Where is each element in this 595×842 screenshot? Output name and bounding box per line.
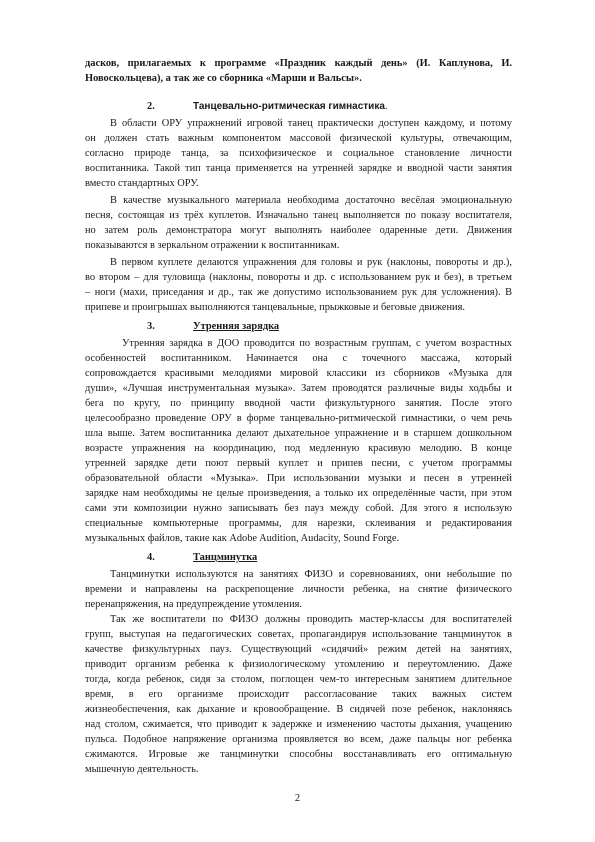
s4-p2-line-1: Так же воспитатели по ФИЗО должны проводить мастер-классы для воспитателей: [110, 614, 512, 625]
s3-p1-line-12: сами эти композиции нужно записывать без пауз между собой. Для этого я использую: [85, 503, 512, 514]
s2-p3-line-3: – ноги (махи, приседания и др., так же допустимо использованием рук для усложнения). В: [85, 287, 512, 298]
s2-p2-line-1: В качестве музыкального материала необходима достаточно весёлая эмоциональную: [110, 195, 512, 206]
s3-p1-line-5: бега по кругу, по принципу вводной части физкультурного занятия. После этого: [85, 398, 512, 409]
s3-p1-line-8: возрасте упражнения на координацию, под медленную красивую мелодию. В конце: [85, 443, 512, 454]
s2-p3-line-4: припеве и проигрышах выполняются танцевальные, прыжковые и беговые движения.: [85, 302, 465, 313]
section-3-heading: [147, 320, 447, 334]
section-3-number: 3.: [147, 321, 155, 332]
s3-p1-line-9: утренней зарядке дети поют первый куплет и припев песни, с учетом программы: [85, 458, 512, 469]
s2-p1-line-2: он должен стать важным компонентом массовой физической культуры, отвечающим,: [85, 133, 512, 144]
s3-p1-line-2: особенностей воспитанником. Начинается она с точечного массажа, который: [85, 353, 512, 364]
s2-p2-line-4: показываются в зеркальном отражении к воспитанникам.: [85, 240, 340, 251]
s3-p1-line-3: сопровождается красивыми мелодиями мировой классики из сборников «Музыка для: [85, 368, 512, 379]
s4-p2-line-3: качестве физкультурных пауз. Существующий «сидячий» режим детей на занятиях,: [85, 644, 512, 655]
s4-p1-line-1: Танцминутки используются на занятиях ФИЗО и соревнованиях, они небольшие по: [110, 569, 512, 580]
s4-p2-line-2: групп, выступая на педагогических советах, пропагандируя использование танцминуток в: [85, 629, 512, 640]
section-2-title-text: Танцевально-ритмическая гимнастика: [193, 101, 385, 112]
s3-p1-line-4: души», «Лучшая инструментальная музыка». Затем проводятся различные виды ходьбы и: [85, 383, 512, 394]
intro-line-1: дасков, прилагаемых к программе «Праздник каждый день» (И. Каплунова, И.: [85, 58, 512, 69]
s4-p2-line-8: над столом, сжимается, что приводит к задержке и изменению частоты дыхания, учащению: [85, 719, 512, 730]
s3-p1-line-11: зарядке нам необходимы не целые произведения, а только их определённые части, при этом: [85, 488, 512, 499]
s3-p1-line-10: образовательной области «Музыка». При использовании музыки и песен в утренней: [85, 473, 512, 484]
s4-p2-line-10: сжимаются. Игровые же танцминутки способны восстанавливать его оптимальную: [85, 749, 512, 760]
s3-p1-line-6: целесообразно проведение ОРУ в форме танцевально-ритмической гимнастики, о чем речь: [85, 413, 512, 424]
section-4-heading: [147, 551, 447, 565]
s2-p1-line-5: вместо стандартных ОРУ.: [85, 178, 199, 189]
page-number: 2: [294, 793, 301, 804]
section-3-title: Утренняя зарядка: [193, 321, 280, 332]
s3-p1-line-13: специальные компьютерные программы, для нарезки, склеивания и редактирования: [85, 518, 512, 529]
s4-p2-line-6: время, в его организме происходит рассогласование таких важных систем: [85, 689, 512, 700]
s2-p3-line-1: В первом куплете делаются упражнения для головы и рук (наклоны, повороты и др.),: [110, 257, 512, 268]
s4-p2-line-7: жизнеобеспечения, как дыхание и кровообращение. В сидячей позе ребенок, наклоняясь: [85, 704, 512, 715]
section-2-title-dot: .: [384, 101, 388, 112]
section-4-number: 4.: [147, 552, 155, 563]
s4-p2-line-9: пульса. Подобное напряжение организма проявляется во всем, даже пальцы ног ребенка: [85, 734, 512, 745]
section-2-number: 2.: [147, 101, 155, 112]
s4-p1-line-3: перенапряжения, на предупреждение утомления.: [85, 599, 303, 610]
section-2-heading: [147, 100, 447, 114]
s4-p2-line-5: тогда, когда ребенок, сидя за столом, поглощен чем-то интересным занятием длительное: [85, 674, 512, 685]
s2-p2-line-3: но затем роль демонстратора могут выполнять наиболее одаренные дети. Движения: [85, 225, 512, 236]
s3-p1-line-14: музыкальных файлов, такие как Adobe Audition, Audacity, Sound Forge.: [85, 533, 400, 544]
s2-p3-line-2: во втором – для туловища (наклоны, повороты и др. с использованием рук и без), в третьем: [85, 272, 512, 283]
s4-p2-line-4: приводит организм ребенка к физиологическому утомлению и переутомлению. Даже: [85, 659, 512, 670]
intro-line-2: Новоскольцева), а так же со сборника «Марши и Вальсы».: [85, 73, 362, 84]
s3-p1-line-1: Утренняя зарядка в ДОО проводится по возрастным группам, с учетом возрастных: [122, 338, 512, 349]
s2-p2-line-2: песня, состоящая из трёх куплетов. Изначально танец выполняется по показу воспитателя,: [85, 210, 512, 221]
s2-p1-line-4: воспитанника. Такой тип танца применяется на утренней зарядке и вводной части занятия: [85, 163, 512, 174]
section-2-title: [193, 100, 388, 114]
section-4-title: Танцминутка: [193, 552, 258, 563]
s2-p1-line-3: согласно природе танца, за психофизическое и социальное становление личности: [85, 148, 512, 159]
s4-p2-line-11: мышечную деятельность.: [85, 764, 199, 775]
s3-p1-line-7: шла выше. Затем воспитанника делают дыхательное упражнение и в старшем дошкольном: [85, 428, 512, 439]
s2-p1-line-1: В области ОРУ упражнений игровой танец практически доступен каждому, и потому: [110, 118, 512, 129]
s4-p1-line-2: времени и направлены на раскрепощение личности ребенка, на снятие физического: [85, 584, 512, 595]
